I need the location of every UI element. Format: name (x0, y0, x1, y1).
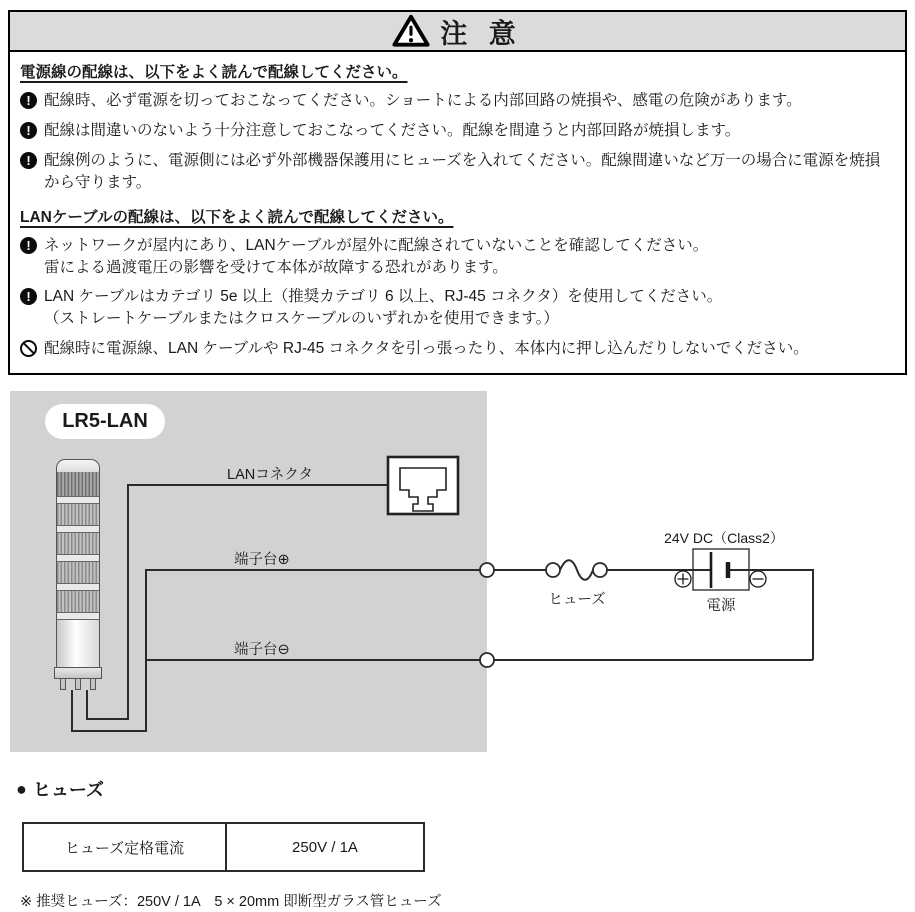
exclamation-circle-icon (20, 92, 37, 109)
exclamation-circle-icon (20, 152, 37, 169)
wiring-schematic (0, 380, 915, 760)
minus-terminal-circle (480, 653, 494, 667)
device-model-label: LR5-LAN (45, 404, 165, 439)
recommended-fuse-note: ※ 推奨ヒューズ：250V / 1A 5 × 20mm 即断型ガラス管ヒューズ (20, 894, 442, 910)
power-supply-label: 電源 (706, 598, 736, 614)
lan-connector-label: LANコネクタ (227, 467, 313, 483)
caution-bullet (20, 338, 809, 360)
caution-header (10, 12, 905, 52)
caution-bullet (20, 90, 802, 112)
exclamation-circle-icon (20, 237, 37, 254)
fuse-terminal-circle (546, 563, 560, 577)
bullet-line: 配線時に電源線、LAN ケーブルや RJ-45 コネクタを引っ張ったり、本体内に押し込んだりしないでください。 (44, 340, 809, 357)
section-heading-lan: LANケーブルの配線は、以下をよく読んで配線してください。 (20, 209, 454, 226)
fuse-label: ヒューズ (548, 592, 606, 608)
section-bullet-icon: ● (16, 779, 27, 799)
bullet-line: 配線は間違いのないよう十分注意しておこなってください。配線を間違うと内部回路が焼損します。 (44, 122, 741, 139)
caution-bullet (20, 150, 880, 194)
caution-bullet (20, 286, 722, 330)
terminal-plus-wire (72, 570, 546, 731)
bullet-line: 雷による過渡電圧の影響を受けて本体が故障する恐れがあります。 (44, 259, 508, 276)
warning-triangle-icon (392, 14, 430, 48)
bullet-line: LAN ケーブルはカテゴリ 5e 以上（推奨カテゴリ 6 以上、RJ-45 コネクタ）を使用してください。 (44, 288, 723, 305)
power-rating-label: 24V DC（Class2） (664, 530, 784, 546)
prohibition-circle-icon (20, 340, 37, 357)
bullet-line: （ストレートケーブルまたはクロスケーブルのいずれかを使用できます。） (44, 310, 559, 327)
plus-terminal-icon (675, 571, 691, 587)
exclamation-circle-icon (20, 122, 37, 139)
caution-title: 注 意 (440, 18, 523, 49)
fuse-terminal-circle (593, 563, 607, 577)
rj45-connector-icon (388, 457, 458, 514)
caution-bullet (20, 235, 708, 279)
fuse-section-title: ヒューズ (32, 780, 104, 800)
bullet-line: 配線時、必ず電源を切っておこなってください。ショートによる内部回路の焼損や、感電の危険があります。 (44, 92, 802, 109)
caution-bullet (20, 120, 740, 142)
fuse-rating-value: 250V / 1A (292, 838, 358, 856)
plus-terminal-circle (480, 563, 494, 577)
fuse-rating-table (22, 822, 425, 872)
terminal-plus-label: 端子台⊕ (234, 552, 290, 568)
fuse-rating-label: ヒューズ定格電流 (24, 824, 227, 870)
caution-body (10, 54, 905, 373)
bullet-line: から守ります。 (44, 174, 152, 191)
caution-box (8, 10, 907, 375)
exclamation-circle-icon (20, 288, 37, 305)
bullet-line: ネットワークが屋内にあり、LANケーブルが屋外に配線されていないことを確認してください。 (44, 237, 709, 254)
lan-wire (87, 485, 388, 719)
fuse-symbol (560, 560, 593, 580)
bullet-line: 配線例のように、電源側には必ず外部機器保護用にヒューズを入れてください。配線間違いなど万一の場合に電源を焼損 (44, 152, 881, 169)
fuse-section-heading (16, 776, 104, 802)
section-heading-power: 電源線の配線は、以下をよく読んで配線してください。 (20, 64, 408, 81)
minus-terminal-icon (750, 571, 766, 587)
terminal-minus-label: 端子台⊖ (234, 642, 290, 658)
